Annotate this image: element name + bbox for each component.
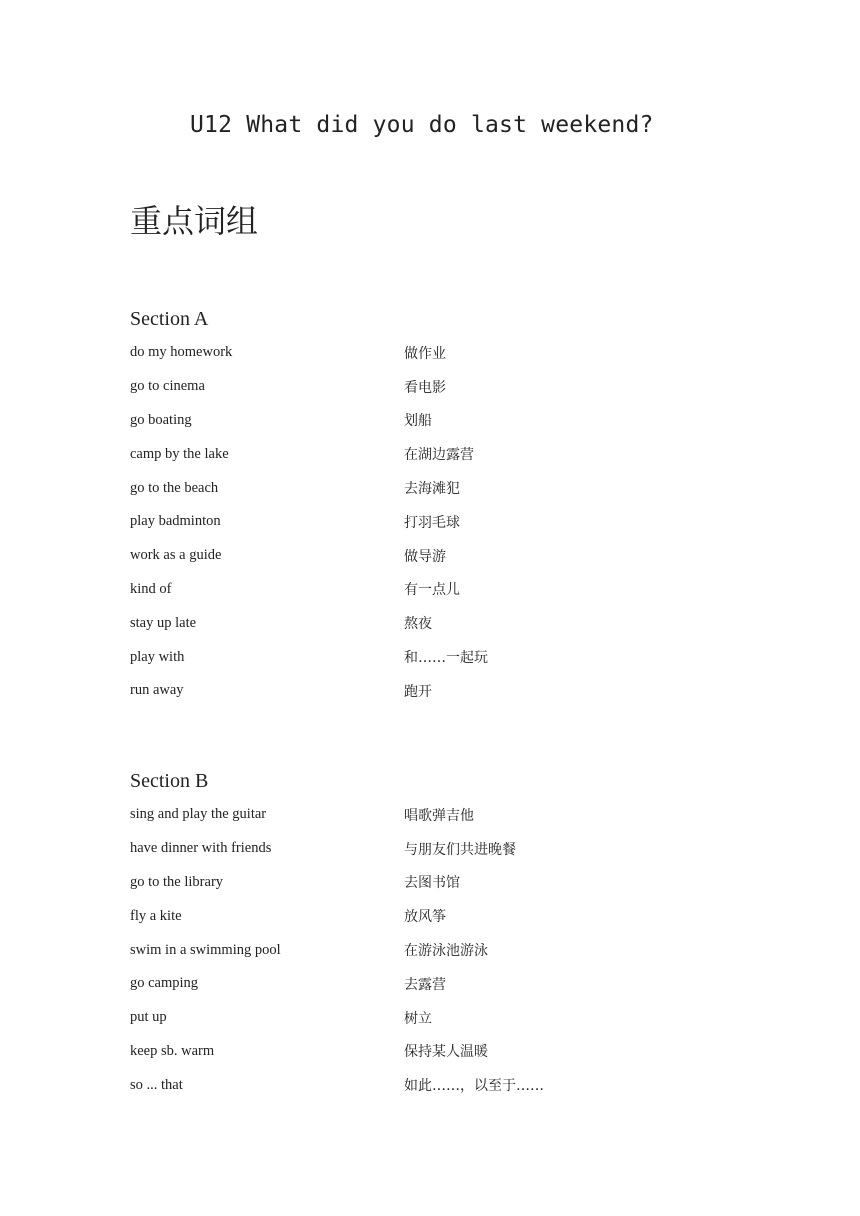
phrase-row	[130, 967, 730, 1001]
phrase-row	[130, 1001, 730, 1035]
phrase-english: stay up late	[130, 614, 197, 631]
phrase-english: swim in a swimming pool	[130, 941, 281, 958]
phrase-chinese: 树立	[404, 1010, 432, 1027]
phrase-row	[130, 640, 730, 674]
phrase-english: so ... that	[130, 1076, 183, 1093]
phrase-english: sing and play the guitar	[130, 806, 267, 823]
phrase-chinese: 和……一起玩	[404, 650, 488, 667]
phrase-english: keep sb. warm	[130, 1042, 215, 1059]
phrase-chinese: 如此……，以至于……	[404, 1078, 544, 1095]
phrase-row	[130, 370, 730, 404]
phrase-english: have dinner with friends	[130, 840, 272, 857]
phrase-row	[130, 336, 730, 370]
section-a-phrase-list	[130, 336, 730, 708]
phrase-english: do my homework	[130, 344, 233, 361]
unit-title: U12 What did you do last weekend?	[190, 112, 654, 138]
phrase-english: go to the beach	[130, 479, 219, 496]
phrase-row	[130, 404, 730, 438]
phrase-english: kind of	[130, 580, 172, 597]
phrase-english: camp by the lake	[130, 445, 229, 462]
phrase-chinese: 去海滩犯	[404, 481, 460, 498]
phrase-english: run away	[130, 682, 184, 699]
phrase-row	[130, 1035, 730, 1069]
phrase-row	[130, 539, 730, 573]
phrase-row	[130, 832, 730, 866]
section-b-title: Section B	[130, 770, 209, 792]
phrase-row	[130, 437, 730, 471]
phrase-chinese: 打羽毛球	[404, 514, 460, 531]
phrase-row	[130, 674, 730, 708]
phrase-english: go to the library	[130, 873, 224, 890]
phrase-english: go to cinema	[130, 378, 205, 395]
phrase-chinese: 跑开	[404, 683, 432, 700]
phrase-chinese: 与朋友们共进晚餐	[404, 841, 516, 858]
phrase-row	[130, 933, 730, 967]
phrase-chinese: 唱歌弹吉他	[404, 807, 474, 824]
phrase-chinese: 有一点儿	[404, 582, 460, 599]
phrase-english: play with	[130, 648, 185, 665]
phrase-chinese: 做作业	[404, 345, 446, 362]
phrase-english: play badminton	[130, 513, 221, 530]
phrase-chinese: 做导游	[404, 548, 446, 565]
phrase-english: fly a kite	[130, 907, 182, 924]
phrase-row	[130, 471, 730, 505]
section-b	[130, 768, 730, 1102]
phrase-english: go camping	[130, 975, 199, 992]
phrase-chinese: 划船	[404, 413, 432, 430]
section-a	[130, 306, 730, 708]
phrase-english: go boating	[130, 411, 192, 428]
phrase-english: put up	[130, 1009, 167, 1026]
phrase-row	[130, 573, 730, 607]
phrase-chinese: 保持某人温暖	[404, 1044, 488, 1061]
section-a-title: Section A	[130, 308, 209, 330]
phrase-chinese: 去图书馆	[404, 875, 460, 892]
phrase-row	[130, 798, 730, 832]
key-phrases-heading: 重点词组	[130, 202, 259, 240]
phrase-chinese: 熬夜	[404, 616, 432, 633]
section-b-phrase-list	[130, 798, 730, 1102]
phrase-chinese: 在游泳池游泳	[404, 943, 488, 960]
phrase-chinese: 放风筝	[404, 909, 446, 926]
phrase-row	[130, 1068, 730, 1102]
phrase-chinese: 去露营	[404, 976, 446, 993]
phrase-row	[130, 866, 730, 900]
phrase-chinese: 在湖边露营	[404, 447, 474, 464]
phrase-english: work as a guide	[130, 547, 222, 564]
phrase-row	[130, 606, 730, 640]
phrase-chinese: 看电影	[404, 379, 446, 396]
phrase-row	[130, 505, 730, 539]
phrase-row	[130, 899, 730, 933]
